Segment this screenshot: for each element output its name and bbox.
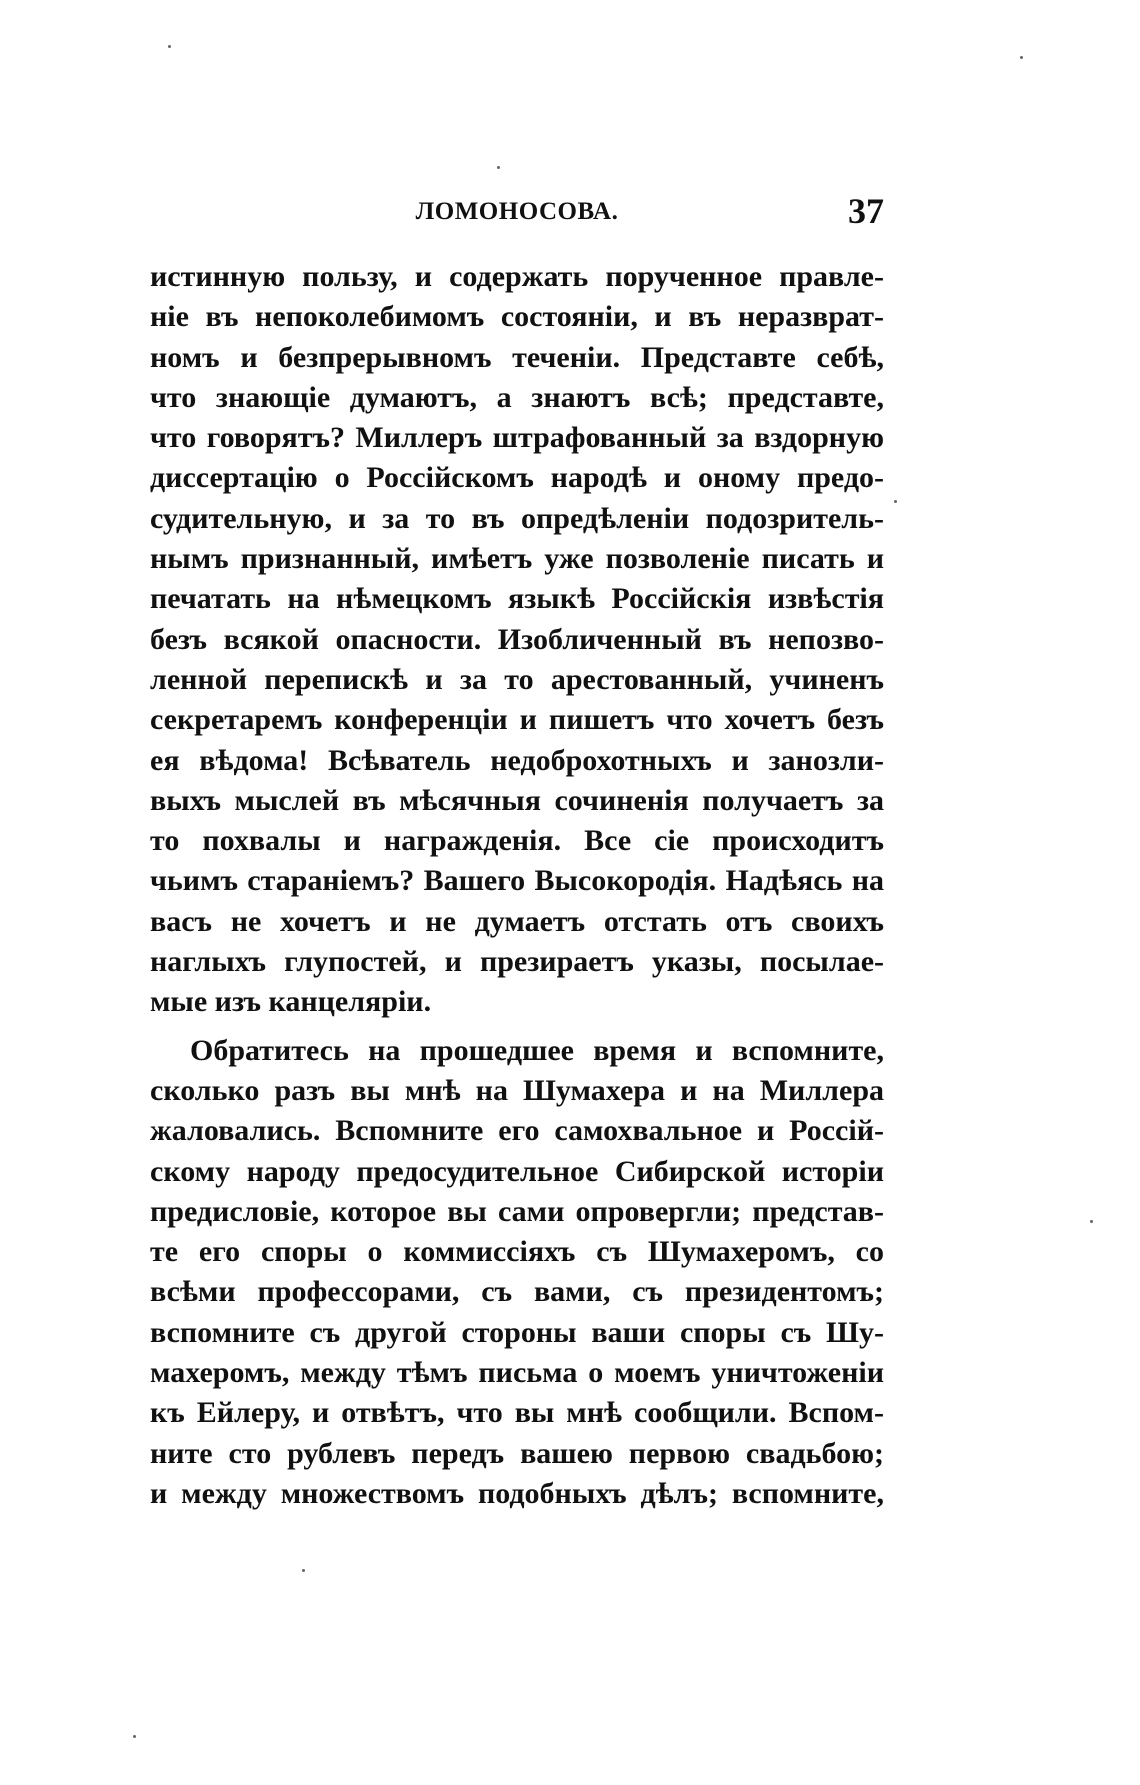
- text-line: выхъ мыслей въ мѣсячныя сочиненія получаетъ за: [150, 783, 884, 817]
- print-speck: [1020, 56, 1023, 59]
- text-line: вспомните съ другой стороны ваши споры съ Шу-: [150, 1315, 884, 1349]
- text-line: къ Ейлеру, и отвѣтъ, что вы мнѣ сообщили. Вспом-: [150, 1396, 884, 1430]
- print-speck: [302, 1569, 305, 1572]
- print-speck: [894, 500, 897, 503]
- text-line: те его споры о коммиссіяхъ съ Шумахеромъ, со: [150, 1235, 884, 1269]
- text-line: что говорятъ? Миллеръ штрафованный за вздорную: [150, 421, 884, 455]
- text-line: диссертацію о Россійскомъ народѣ и оному предо-: [150, 461, 884, 495]
- text-line: ните сто рублевъ передъ вашею первою свадьбою;: [150, 1436, 884, 1470]
- text-line: что знающіе думаютъ, а знаютъ всѣ; представте,: [150, 380, 884, 414]
- text-line: мые изъ канцеляріи.: [150, 985, 432, 1019]
- page-number: 37: [848, 191, 884, 231]
- text-line: нымъ признанный, имѣетъ уже позволеніе писать и: [150, 542, 884, 576]
- text-line: ея вѣдома! Всѣватель недоброхотныхъ и занозли-: [150, 743, 884, 777]
- print-speck: [1090, 1220, 1093, 1223]
- paragraph-gap: [150, 1023, 884, 1031]
- text-line: секретаремъ конференціи и пишетъ что хочетъ безъ: [150, 703, 884, 737]
- text-line: сколько разъ вы мнѣ на Шумахера и на Миллера: [150, 1073, 884, 1107]
- text-line: и между множествомъ подобныхъ дѣлъ; вспомните,: [150, 1476, 884, 1510]
- print-speck: [497, 166, 500, 169]
- running-header: [150, 190, 884, 240]
- print-speck: [133, 1735, 136, 1738]
- text-line: судительную, и за то въ опредѣленіи подозритель-: [150, 501, 884, 535]
- text-line: васъ не хочетъ и не думаетъ отстать отъ своихъ: [150, 904, 884, 938]
- body-text: [150, 257, 884, 1514]
- text-line: печатать на нѣмецкомъ языкѣ Россійскія извѣстія: [150, 582, 884, 616]
- running-title: ЛОМОНОСОВА.: [415, 198, 619, 225]
- text-line: жаловались. Вспомните его самохвальное и Россій-: [150, 1114, 884, 1148]
- text-line: ленной перепискѣ и за то арестованный, учиненъ: [150, 662, 884, 696]
- text-line: махеромъ, между тѣмъ письма о моемъ уничтоженіи: [150, 1356, 884, 1390]
- text-line: предисловіе, которое вы сами опровергли; представ-: [150, 1194, 884, 1228]
- text-line: всѣми профессорами, съ вами, съ президентомъ;: [150, 1275, 884, 1309]
- text-line: скому народу предосудительное Сибирской исторіи: [150, 1154, 884, 1188]
- text-line: номъ и безпрерывномъ теченіи. Представте себѣ,: [150, 340, 884, 374]
- text-line: наглыхъ глупостей, и презираетъ указы, посылае-: [150, 945, 884, 979]
- text-line: ніе въ непоколебимомъ состояніи, и въ неразврат-: [150, 300, 884, 334]
- text-line: чьимъ стараніемъ? Вашего Высокородія. Надѣясь на: [150, 864, 884, 898]
- print-speck: [168, 45, 171, 48]
- paragraph-1: [150, 257, 884, 1023]
- text-line: Обратитесь на прошедшее время и вспомните,: [190, 1033, 884, 1067]
- paragraph-2: [150, 1031, 884, 1515]
- text-line: то похвалы и награжденія. Все сіе происходитъ: [150, 824, 884, 858]
- text-line: безъ всякой опасности. Изобличенный въ непозво-: [150, 622, 884, 656]
- text-line: истинную пользу, и содержать порученное правле-: [150, 260, 884, 293]
